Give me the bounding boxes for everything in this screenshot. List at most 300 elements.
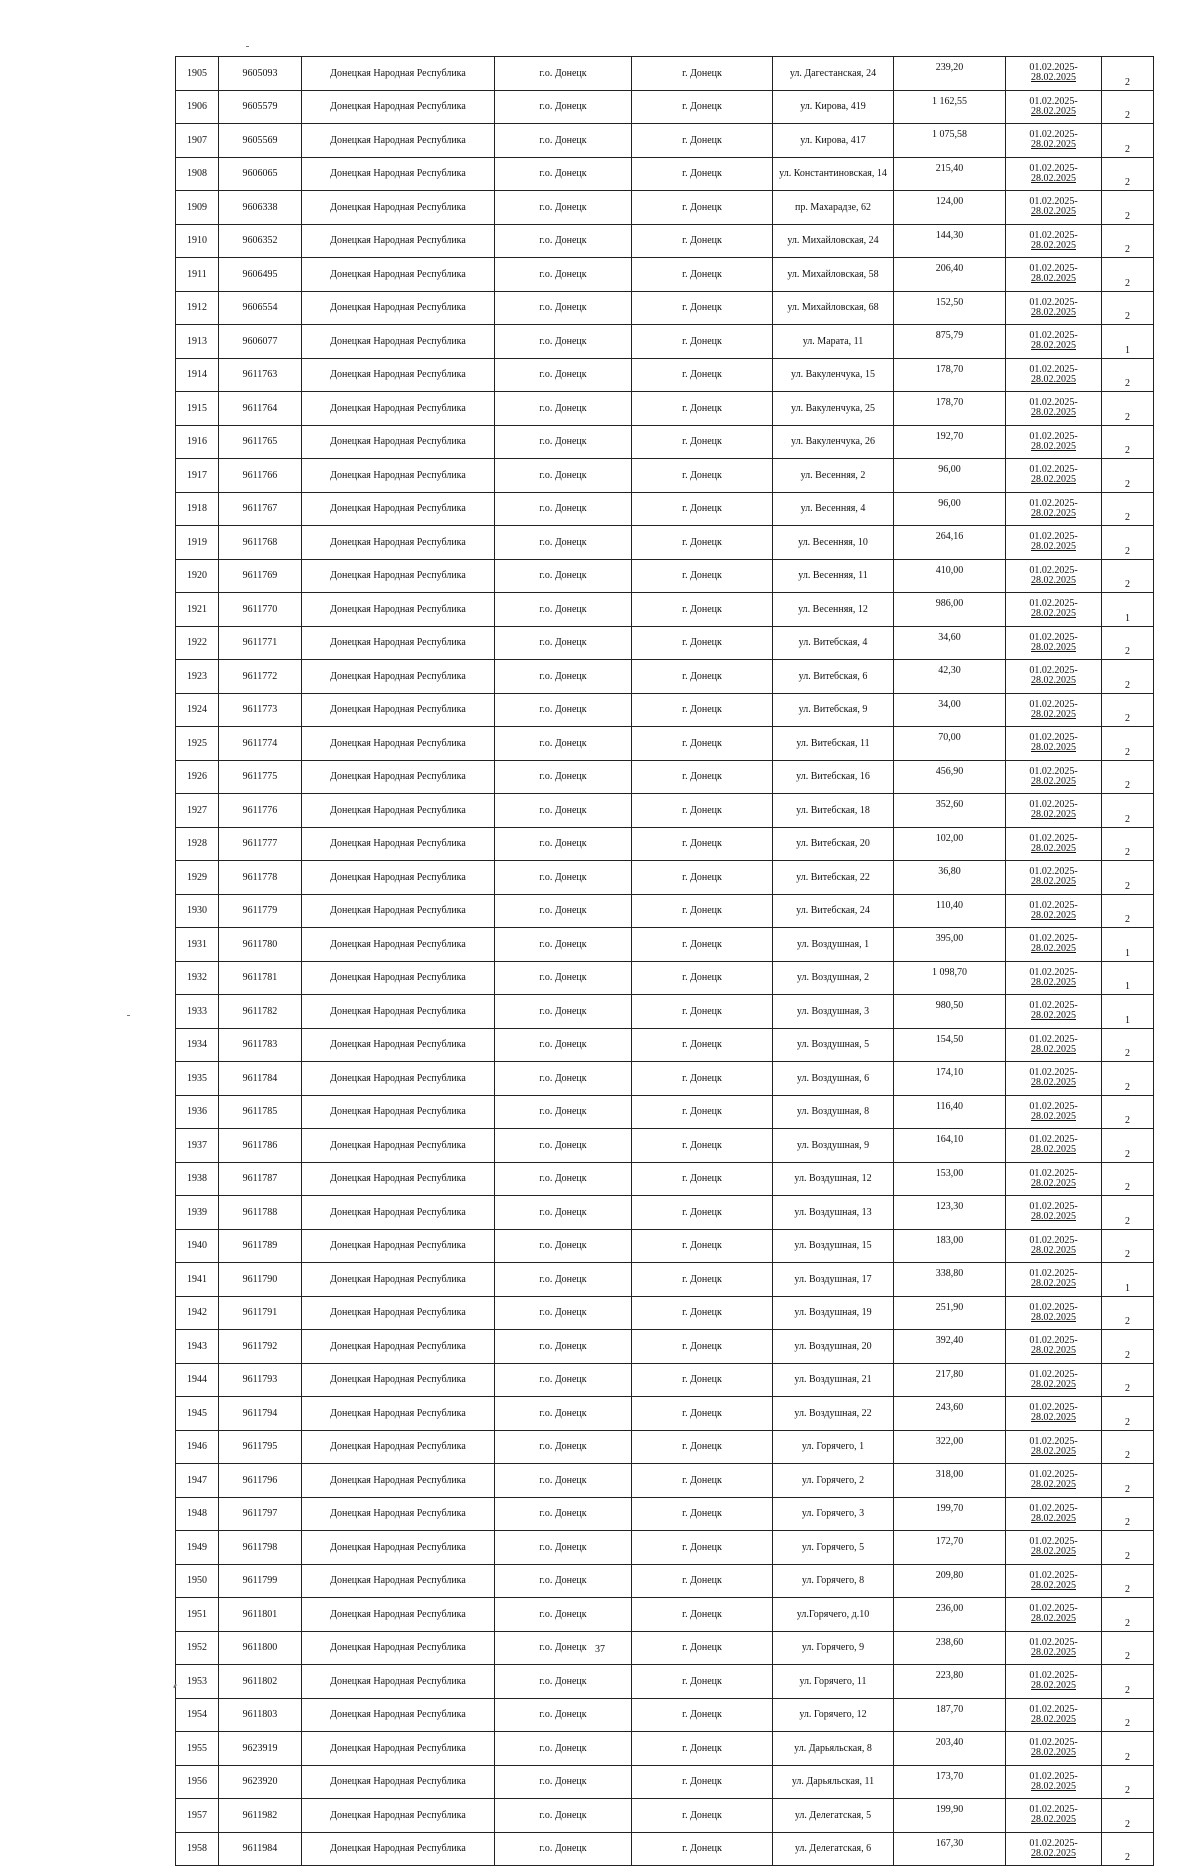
area-value: 217,80 [894, 1363, 1006, 1397]
city-name: г. Донецк [632, 157, 773, 191]
table-row [176, 291, 1154, 325]
region-name: Донецкая Народная Республика [302, 1430, 495, 1464]
city-name: г. Донецк [632, 57, 773, 91]
region-name: Донецкая Народная Республика [302, 459, 495, 493]
region-name: Донецкая Народная Республика [302, 559, 495, 593]
object-code: 9611774 [219, 727, 302, 761]
category-value: 1 [1102, 995, 1154, 1029]
region-name: Донецкая Народная Республика [302, 1363, 495, 1397]
district-name: г.о. Донецк [495, 258, 632, 292]
region-name: Донецкая Народная Республика [302, 760, 495, 794]
period [1006, 358, 1102, 392]
area-value: 239,20 [894, 57, 1006, 91]
row-number: 1925 [176, 727, 219, 761]
category-value: 2 [1102, 1062, 1154, 1096]
period-end: 28.02.2025 [1031, 373, 1076, 385]
address: ул. Витебская, 18 [773, 794, 894, 828]
row-number: 1954 [176, 1698, 219, 1732]
object-code: 9611800 [219, 1631, 302, 1665]
object-code: 9611803 [219, 1698, 302, 1732]
address: ул. Воздушная, 9 [773, 1129, 894, 1163]
table-row [176, 492, 1154, 526]
category-value: 2 [1102, 492, 1154, 526]
period [1006, 1464, 1102, 1498]
period-end: 28.02.2025 [1031, 943, 1076, 955]
period-end: 28.02.2025 [1031, 1680, 1076, 1692]
object-code: 9611771 [219, 626, 302, 660]
row-number: 1930 [176, 894, 219, 928]
period-end: 28.02.2025 [1031, 1646, 1076, 1658]
category-value: 2 [1102, 1162, 1154, 1196]
table-row [176, 928, 1154, 962]
period-start: 01.02.2025- [1029, 464, 1078, 476]
period-start: 01.02.2025- [1029, 1502, 1078, 1514]
district-name: г.о. Донецк [495, 1765, 632, 1799]
row-number: 1947 [176, 1464, 219, 1498]
address: ул. Витебская, 4 [773, 626, 894, 660]
district-name: г.о. Донецк [495, 626, 632, 660]
table-row [176, 526, 1154, 560]
period-start: 01.02.2025- [1029, 1770, 1078, 1782]
region-name: Донецкая Народная Республика [302, 224, 495, 258]
table-row [176, 124, 1154, 158]
category-value: 2 [1102, 1497, 1154, 1531]
object-code: 9611779 [219, 894, 302, 928]
period [1006, 1732, 1102, 1766]
registry-sheet [175, 56, 1153, 1866]
city-name: г. Донецк [632, 1162, 773, 1196]
object-code: 9611783 [219, 1028, 302, 1062]
category-value: 2 [1102, 1196, 1154, 1230]
region-name: Донецкая Народная Республика [302, 191, 495, 225]
city-name: г. Донецк [632, 1765, 773, 1799]
region-name: Донецкая Народная Республика [302, 124, 495, 158]
area-value: 96,00 [894, 492, 1006, 526]
row-number: 1927 [176, 794, 219, 828]
address: ул. Воздушная, 20 [773, 1330, 894, 1364]
area-value: 395,00 [894, 928, 1006, 962]
region-name: Донецкая Народная Республика [302, 1397, 495, 1431]
period [1006, 1263, 1102, 1297]
address: ул. Вакуленчука, 25 [773, 392, 894, 426]
object-code: 9611786 [219, 1129, 302, 1163]
period [1006, 124, 1102, 158]
area-value: 36,80 [894, 861, 1006, 895]
period-end: 28.02.2025 [1031, 641, 1076, 653]
region-name: Донецкая Народная Республика [302, 660, 495, 694]
city-name: г. Донецк [632, 760, 773, 794]
city-name: г. Донецк [632, 291, 773, 325]
region-name: Донецкая Народная Республика [302, 693, 495, 727]
period-end: 28.02.2025 [1031, 1613, 1076, 1625]
region-name: Донецкая Народная Республика [302, 325, 495, 359]
period-start: 01.02.2025- [1029, 933, 1078, 945]
object-code: 9611799 [219, 1564, 302, 1598]
period-end: 28.02.2025 [1031, 541, 1076, 553]
period [1006, 57, 1102, 91]
district-name: г.о. Донецк [495, 1363, 632, 1397]
period-end: 28.02.2025 [1031, 1814, 1076, 1826]
region-name: Донецкая Народная Республика [302, 1765, 495, 1799]
city-name: г. Донецк [632, 425, 773, 459]
row-number: 1907 [176, 124, 219, 158]
registry-table [175, 56, 1154, 1866]
row-number: 1953 [176, 1665, 219, 1699]
period-start: 01.02.2025- [1029, 665, 1078, 677]
city-name: г. Донецк [632, 727, 773, 761]
area-value: 392,40 [894, 1330, 1006, 1364]
area-value: 96,00 [894, 459, 1006, 493]
period-start: 01.02.2025- [1029, 1804, 1078, 1816]
row-number: 1915 [176, 392, 219, 426]
row-number: 1942 [176, 1296, 219, 1330]
table-row [176, 1129, 1154, 1163]
period [1006, 1062, 1102, 1096]
scan-dot [246, 46, 249, 47]
object-code: 9611782 [219, 995, 302, 1029]
period-end: 28.02.2025 [1031, 172, 1076, 184]
district-name: г.о. Донецк [495, 1698, 632, 1732]
row-number: 1906 [176, 90, 219, 124]
district-name: г.о. Донецк [495, 995, 632, 1029]
address: ул. Вакуленчука, 15 [773, 358, 894, 392]
row-number: 1924 [176, 693, 219, 727]
object-code: 9611793 [219, 1363, 302, 1397]
table-row [176, 961, 1154, 995]
area-value: 352,60 [894, 794, 1006, 828]
address: ул. Воздушная, 22 [773, 1397, 894, 1431]
row-number: 1908 [176, 157, 219, 191]
period [1006, 224, 1102, 258]
period-start: 01.02.2025- [1029, 1033, 1078, 1045]
area-value: 153,00 [894, 1162, 1006, 1196]
area-value: 187,70 [894, 1698, 1006, 1732]
object-code: 9611790 [219, 1263, 302, 1297]
area-value: 152,50 [894, 291, 1006, 325]
table-row [176, 1028, 1154, 1062]
area-value: 986,00 [894, 593, 1006, 627]
city-name: г. Донецк [632, 191, 773, 225]
period-start: 01.02.2025- [1029, 732, 1078, 744]
period [1006, 1832, 1102, 1866]
address: ул. Воздушная, 5 [773, 1028, 894, 1062]
address: ул. Вакуленчука, 26 [773, 425, 894, 459]
category-value: 2 [1102, 90, 1154, 124]
object-code: 9611784 [219, 1062, 302, 1096]
period [1006, 1397, 1102, 1431]
address: ул. Воздушная, 1 [773, 928, 894, 962]
period-end: 28.02.2025 [1031, 1211, 1076, 1223]
period-end: 28.02.2025 [1031, 239, 1076, 251]
period-end: 28.02.2025 [1031, 1512, 1076, 1524]
address: ул. Воздушная, 15 [773, 1229, 894, 1263]
region-name: Донецкая Народная Республика [302, 1162, 495, 1196]
district-name: г.о. Донецк [495, 459, 632, 493]
table-row [176, 1363, 1154, 1397]
area-value: 1 162,55 [894, 90, 1006, 124]
table-row [176, 1497, 1154, 1531]
period-start: 01.02.2025- [1029, 296, 1078, 308]
area-value: 203,40 [894, 1732, 1006, 1766]
address: ул. Горячего, 12 [773, 1698, 894, 1732]
period-start: 01.02.2025- [1029, 1301, 1078, 1313]
district-name: г.о. Донецк [495, 827, 632, 861]
area-value: 174,10 [894, 1062, 1006, 1096]
period-end: 28.02.2025 [1031, 340, 1076, 352]
period [1006, 1296, 1102, 1330]
area-value: 875,79 [894, 325, 1006, 359]
object-code: 9611791 [219, 1296, 302, 1330]
district-name: г.о. Донецк [495, 1665, 632, 1699]
table-row [176, 1799, 1154, 1833]
category-value: 2 [1102, 1765, 1154, 1799]
object-code: 9611789 [219, 1229, 302, 1263]
address: ул. Весенняя, 12 [773, 593, 894, 627]
period [1006, 1196, 1102, 1230]
period-start: 01.02.2025- [1029, 564, 1078, 576]
period-start: 01.02.2025- [1029, 598, 1078, 610]
object-code: 9611764 [219, 392, 302, 426]
district-name: г.о. Донецк [495, 325, 632, 359]
table-row [176, 358, 1154, 392]
row-number: 1909 [176, 191, 219, 225]
category-value: 2 [1102, 1598, 1154, 1632]
object-code: 9611785 [219, 1095, 302, 1129]
period-start: 01.02.2025- [1029, 631, 1078, 643]
city-name: г. Донецк [632, 1732, 773, 1766]
period [1006, 1698, 1102, 1732]
object-code: 9606495 [219, 258, 302, 292]
city-name: г. Донецк [632, 1464, 773, 1498]
address: ул. Весенняя, 10 [773, 526, 894, 560]
object-code: 9611984 [219, 1832, 302, 1866]
period [1006, 492, 1102, 526]
period-start: 01.02.2025- [1029, 1737, 1078, 1749]
district-name: г.о. Донецк [495, 1464, 632, 1498]
period-start: 01.02.2025- [1029, 1636, 1078, 1648]
area-value: 110,40 [894, 894, 1006, 928]
row-number: 1955 [176, 1732, 219, 1766]
region-name: Донецкая Народная Республика [302, 1062, 495, 1096]
row-number: 1912 [176, 291, 219, 325]
address: ул. Воздушная, 21 [773, 1363, 894, 1397]
table-row [176, 1832, 1154, 1866]
region-name: Донецкая Народная Республика [302, 291, 495, 325]
period [1006, 526, 1102, 560]
row-number: 1938 [176, 1162, 219, 1196]
area-value: 124,00 [894, 191, 1006, 225]
city-name: г. Донецк [632, 794, 773, 828]
row-number: 1913 [176, 325, 219, 359]
period [1006, 425, 1102, 459]
period [1006, 928, 1102, 962]
city-name: г. Донецк [632, 1229, 773, 1263]
city-name: г. Донецк [632, 1497, 773, 1531]
region-name: Донецкая Народная Республика [302, 593, 495, 627]
row-number: 1939 [176, 1196, 219, 1230]
city-name: г. Донецк [632, 325, 773, 359]
category-value: 2 [1102, 1129, 1154, 1163]
city-name: г. Донецк [632, 1028, 773, 1062]
period-start: 01.02.2025- [1029, 1134, 1078, 1146]
table-row [176, 1229, 1154, 1263]
object-code: 9606554 [219, 291, 302, 325]
row-number: 1905 [176, 57, 219, 91]
city-name: г. Донецк [632, 258, 773, 292]
row-number: 1957 [176, 1799, 219, 1833]
area-value: 123,30 [894, 1196, 1006, 1230]
category-value: 1 [1102, 961, 1154, 995]
object-code: 9611772 [219, 660, 302, 694]
period [1006, 258, 1102, 292]
address: ул. Делегатская, 5 [773, 1799, 894, 1833]
region-name: Донецкая Народная Республика [302, 1564, 495, 1598]
region-name: Донецкая Народная Республика [302, 1095, 495, 1129]
object-code: 9611770 [219, 593, 302, 627]
period-end: 28.02.2025 [1031, 976, 1076, 988]
row-number: 1937 [176, 1129, 219, 1163]
period-start: 01.02.2025- [1029, 698, 1078, 710]
period-end: 28.02.2025 [1031, 1110, 1076, 1122]
period [1006, 660, 1102, 694]
city-name: г. Донецк [632, 1631, 773, 1665]
period-start: 01.02.2025- [1029, 1603, 1078, 1615]
address: ул. Воздушная, 13 [773, 1196, 894, 1230]
category-value: 1 [1102, 593, 1154, 627]
object-code: 9611788 [219, 1196, 302, 1230]
table-row [176, 995, 1154, 1029]
district-name: г.о. Донецк [495, 760, 632, 794]
area-value: 178,70 [894, 358, 1006, 392]
district-name: г.о. Донецк [495, 57, 632, 91]
period [1006, 995, 1102, 1029]
period [1006, 157, 1102, 191]
object-code: 9611769 [219, 559, 302, 593]
area-value: 70,00 [894, 727, 1006, 761]
period-start: 01.02.2025- [1029, 832, 1078, 844]
district-name: г.о. Донецк [495, 693, 632, 727]
district-name: г.о. Донецк [495, 1062, 632, 1096]
area-value: 338,80 [894, 1263, 1006, 1297]
city-name: г. Донецк [632, 224, 773, 258]
area-value: 178,70 [894, 392, 1006, 426]
object-code: 9605569 [219, 124, 302, 158]
period-end: 28.02.2025 [1031, 105, 1076, 117]
category-value: 2 [1102, 1564, 1154, 1598]
address: ул. Горячего, 9 [773, 1631, 894, 1665]
category-value: 2 [1102, 392, 1154, 426]
city-name: г. Донецк [632, 660, 773, 694]
period-end: 28.02.2025 [1031, 675, 1076, 687]
region-name: Донецкая Народная Республика [302, 1263, 495, 1297]
district-name: г.о. Донецк [495, 425, 632, 459]
object-code: 9606077 [219, 325, 302, 359]
district-name: г.о. Донецк [495, 1832, 632, 1866]
row-number: 1956 [176, 1765, 219, 1799]
category-value: 2 [1102, 827, 1154, 861]
address: ул. Горячего, 11 [773, 1665, 894, 1699]
period-end: 28.02.2025 [1031, 1780, 1076, 1792]
district-name: г.о. Донецк [495, 660, 632, 694]
object-code: 9611982 [219, 1799, 302, 1833]
period-end: 28.02.2025 [1031, 842, 1076, 854]
address: ул. Витебская, 16 [773, 760, 894, 794]
district-name: г.о. Донецк [495, 1196, 632, 1230]
area-value: 456,90 [894, 760, 1006, 794]
region-name: Донецкая Народная Республика [302, 961, 495, 995]
object-code: 9611765 [219, 425, 302, 459]
table-row [176, 1196, 1154, 1230]
table-row [176, 1698, 1154, 1732]
area-value: 322,00 [894, 1430, 1006, 1464]
category-value: 2 [1102, 358, 1154, 392]
address: ул. Витебская, 22 [773, 861, 894, 895]
period [1006, 1765, 1102, 1799]
region-name: Донецкая Народная Республика [302, 794, 495, 828]
row-number: 1949 [176, 1531, 219, 1565]
area-value: 172,70 [894, 1531, 1006, 1565]
period-end: 28.02.2025 [1031, 407, 1076, 419]
row-number: 1921 [176, 593, 219, 627]
region-name: Донецкая Народная Республика [302, 1665, 495, 1699]
registry-rows [176, 57, 1154, 1866]
city-name: г. Донецк [632, 1330, 773, 1364]
category-value: 2 [1102, 1531, 1154, 1565]
row-number: 1917 [176, 459, 219, 493]
period-start: 01.02.2025- [1029, 162, 1078, 174]
district-name: г.о. Донецк [495, 928, 632, 962]
region-name: Донецкая Народная Республика [302, 1732, 495, 1766]
table-row [176, 626, 1154, 660]
period-end: 28.02.2025 [1031, 1412, 1076, 1424]
address: ул. Витебская, 20 [773, 827, 894, 861]
address: ул. Дагестанская, 24 [773, 57, 894, 91]
city-name: г. Донецк [632, 90, 773, 124]
district-name: г.о. Донецк [495, 1397, 632, 1431]
region-name: Донецкая Народная Республика [302, 258, 495, 292]
city-name: г. Донецк [632, 559, 773, 593]
city-name: г. Донецк [632, 693, 773, 727]
address: ул. Горячего, 8 [773, 1564, 894, 1598]
category-value: 2 [1102, 760, 1154, 794]
period-start: 01.02.2025- [1029, 1435, 1078, 1447]
row-number: 1935 [176, 1062, 219, 1096]
period-start: 01.02.2025- [1029, 1703, 1078, 1715]
city-name: г. Донецк [632, 1296, 773, 1330]
row-number: 1934 [176, 1028, 219, 1062]
category-value: 2 [1102, 1028, 1154, 1062]
city-name: г. Донецк [632, 1263, 773, 1297]
row-number: 1923 [176, 660, 219, 694]
period-start: 01.02.2025- [1029, 966, 1078, 978]
category-value: 2 [1102, 894, 1154, 928]
period-end: 28.02.2025 [1031, 809, 1076, 821]
period [1006, 1363, 1102, 1397]
period-start: 01.02.2025- [1029, 1837, 1078, 1849]
table-row [176, 559, 1154, 593]
period [1006, 392, 1102, 426]
row-number: 1936 [176, 1095, 219, 1129]
district-name: г.о. Донецк [495, 727, 632, 761]
table-row [176, 57, 1154, 91]
period [1006, 559, 1102, 593]
period [1006, 593, 1102, 627]
period-start: 01.02.2025- [1029, 363, 1078, 375]
region-name: Донецкая Народная Республика [302, 1497, 495, 1531]
category-value: 2 [1102, 1799, 1154, 1833]
period [1006, 794, 1102, 828]
table-row [176, 1296, 1154, 1330]
